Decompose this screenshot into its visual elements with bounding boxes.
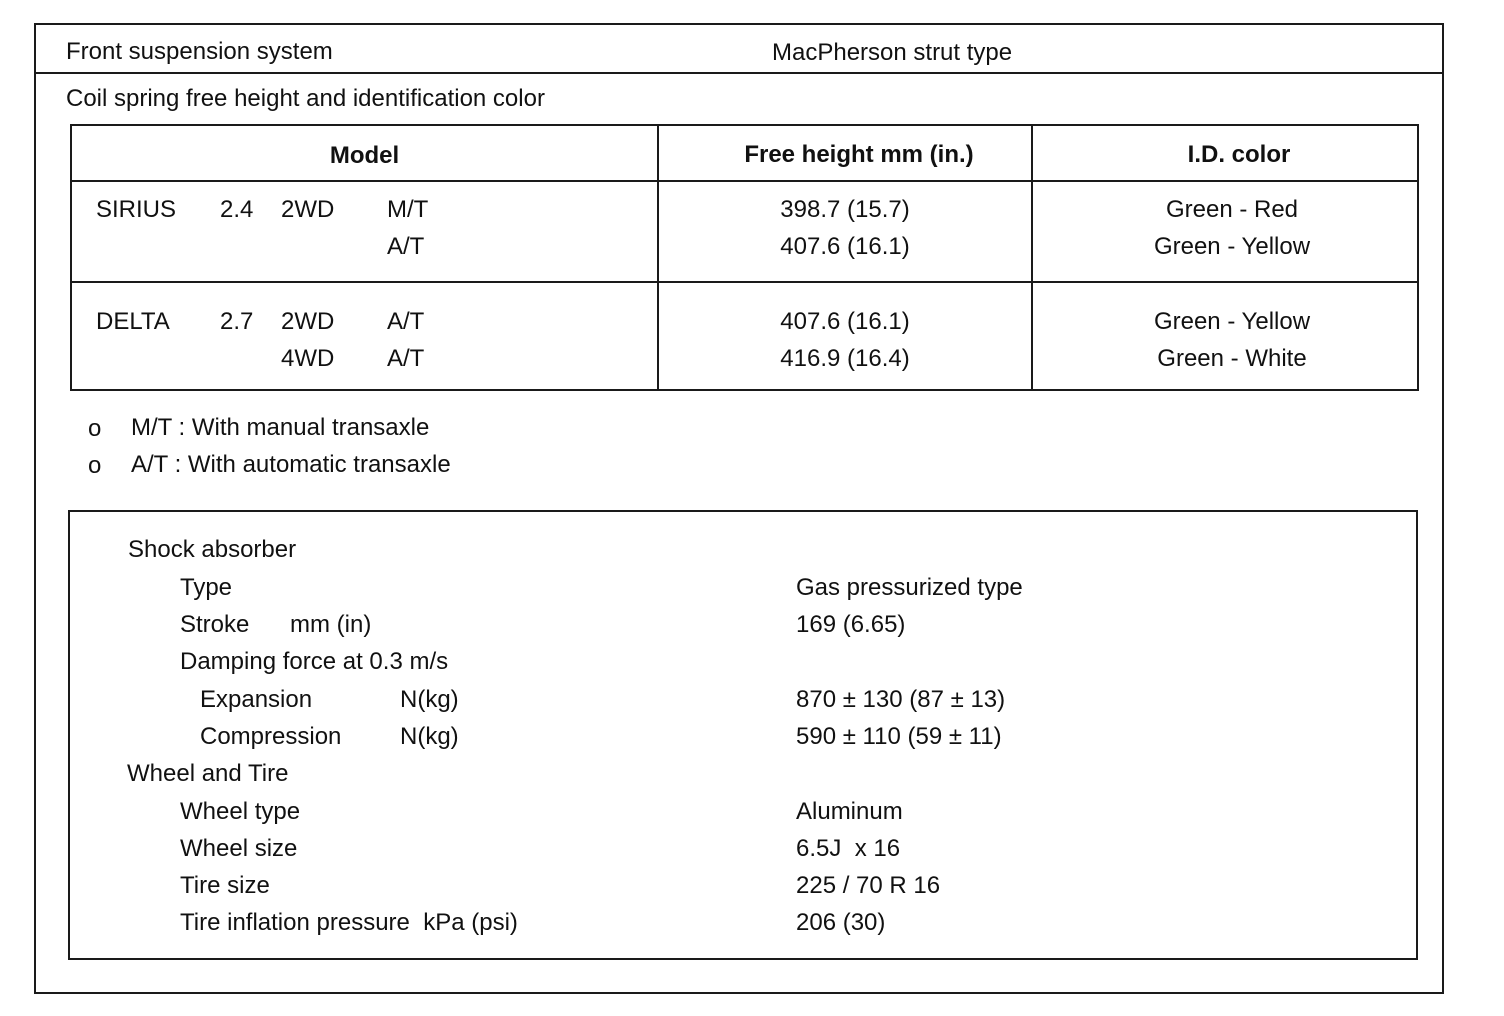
column-header-id-color: I.D. color bbox=[1187, 141, 1291, 168]
damping-label: Damping force at 0.3 m/s bbox=[180, 648, 449, 675]
type-label: Type bbox=[180, 574, 233, 601]
note-bullet: o bbox=[88, 452, 102, 479]
wheel-size-label: Wheel size bbox=[180, 835, 298, 862]
header-divider bbox=[34, 72, 1444, 74]
spring-section-title: Coil spring free height and identification color bbox=[66, 85, 545, 112]
column-header-model: Model bbox=[329, 142, 400, 169]
tire-size-value: 225 / 70 R 16 bbox=[796, 872, 941, 899]
transmission: M/T bbox=[387, 196, 429, 223]
id-color: Green - Yellow bbox=[1153, 308, 1311, 335]
expansion-unit: N(kg) bbox=[400, 686, 459, 713]
table-group-divider bbox=[72, 281, 1417, 283]
drive-type: 2WD bbox=[281, 308, 335, 335]
stroke-unit: mm (in) bbox=[290, 611, 372, 638]
compression-unit: N(kg) bbox=[400, 723, 459, 750]
note-text: M/T : With manual transaxle bbox=[131, 414, 430, 441]
column-header-free-height: Free height mm (in.) bbox=[744, 141, 974, 168]
transmission: A/T bbox=[387, 308, 425, 335]
wheel-type-label: Wheel type bbox=[180, 798, 301, 825]
wheel-type-value: Aluminum bbox=[796, 798, 903, 825]
transmission: A/T bbox=[387, 345, 425, 372]
expansion-label: Expansion bbox=[200, 686, 313, 713]
engine-size: 2.4 bbox=[220, 196, 254, 223]
free-height: 407.6 (16.1) bbox=[780, 233, 910, 260]
type-value: Gas pressurized type bbox=[796, 574, 1023, 601]
system-value: MacPherson strut type bbox=[772, 39, 1013, 66]
wheel-tire-heading: Wheel and Tire bbox=[127, 760, 289, 787]
drive-type: 2WD bbox=[281, 196, 335, 223]
stroke-label: Stroke bbox=[180, 611, 250, 638]
note-text: A/T : With automatic transaxle bbox=[131, 451, 451, 478]
table-column-divider bbox=[657, 126, 659, 389]
free-height: 407.6 (16.1) bbox=[780, 308, 910, 335]
tire-size-label: Tire size bbox=[180, 872, 270, 899]
expansion-value: 870 ± 130 (87 ± 13) bbox=[796, 686, 1006, 713]
model-name: SIRIUS bbox=[96, 196, 177, 223]
compression-value: 590 ± 110 (59 ± 11) bbox=[796, 723, 1002, 750]
tire-pressure-label: Tire inflation pressure kPa (psi) bbox=[180, 909, 518, 936]
engine-size: 2.7 bbox=[220, 308, 254, 335]
id-color: Green - Red bbox=[1165, 196, 1299, 223]
table-header-divider bbox=[72, 180, 1417, 182]
system-label: Front suspension system bbox=[66, 38, 333, 65]
tire-pressure-value: 206 (30) bbox=[796, 909, 886, 936]
shock-absorber-heading: Shock absorber bbox=[128, 536, 297, 563]
model-name: DELTA bbox=[96, 308, 170, 335]
free-height: 398.7 (15.7) bbox=[780, 196, 910, 223]
compression-label: Compression bbox=[200, 723, 342, 750]
note-bullet: o bbox=[88, 415, 102, 442]
stroke-value: 169 (6.65) bbox=[796, 611, 906, 638]
free-height: 416.9 (16.4) bbox=[780, 345, 910, 372]
id-color: Green - Yellow bbox=[1153, 233, 1311, 260]
drive-type: 4WD bbox=[281, 345, 335, 372]
transmission: A/T bbox=[387, 233, 425, 260]
id-color: Green - White bbox=[1157, 345, 1307, 372]
wheel-size-value: 6.5J x 16 bbox=[796, 835, 901, 862]
